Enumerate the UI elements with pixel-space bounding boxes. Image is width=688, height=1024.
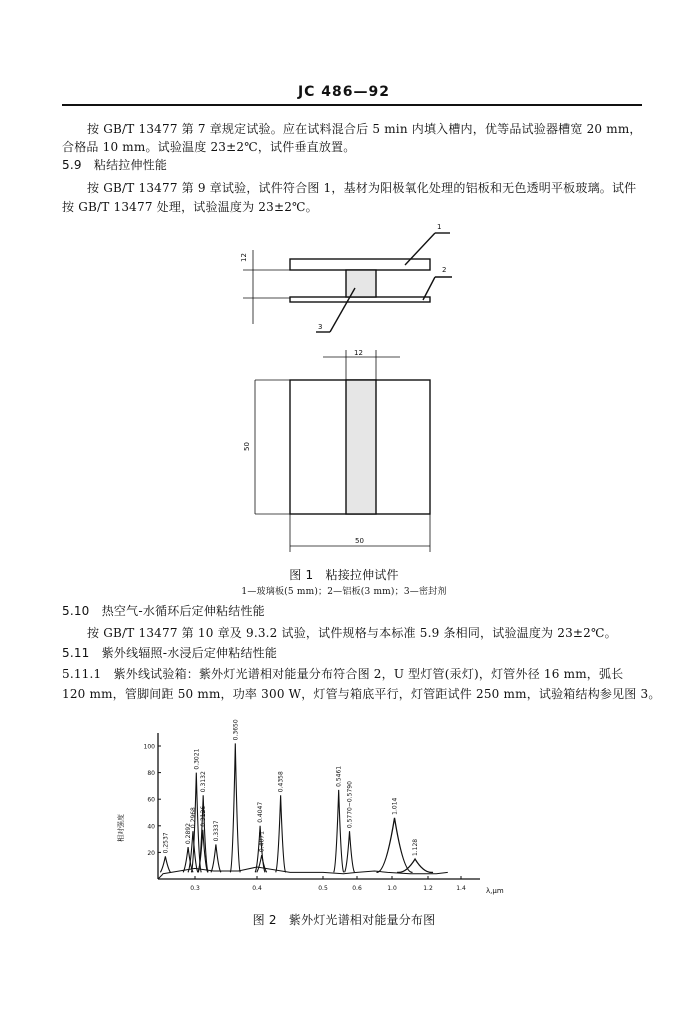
spectrum-peak — [377, 818, 413, 873]
dim-sealant-width: 12 — [354, 349, 363, 357]
figure-1-legend: 1—玻璃板(5 mm)；2—铝板(3 mm)；3—密封剂 — [241, 587, 447, 597]
peak-label: 0.3337 — [212, 820, 220, 842]
paragraph-line: 按 GB/T 13477 第 7 章规定试验。应在试料混合后 5 min 内填入槽内，优等品试验器槽宽 20 mm， — [87, 122, 642, 136]
y-tick-label: 40 — [147, 823, 155, 831]
x-tick-label: 1.4 — [456, 885, 466, 892]
peak-label: 1.128 — [412, 838, 420, 857]
peak-label: 0.2892 — [185, 823, 193, 845]
spectrum-peak — [160, 856, 170, 872]
peak-label: 0.3021 — [193, 748, 201, 770]
paragraph-line: 按 GB/T 13477 处理，试验温度为 23±2℃。 — [62, 200, 318, 214]
x-tick-label: 0.3 — [190, 885, 200, 892]
spectrum-peak — [211, 844, 221, 872]
figure-2-caption: 图 2 紫外灯光谱相对能量分布图 — [252, 913, 436, 927]
peak-label: 0.3650 — [232, 719, 240, 741]
x-tick-label: 1.0 — [387, 885, 397, 892]
x-tick-label: 0.5 — [318, 885, 328, 892]
peak-label: 1.014 — [391, 797, 399, 815]
peak-label: 0.4047 — [257, 801, 265, 823]
paragraph-line: 按 GB/T 13477 第 9 章试验，试件符合图 1，基材为阳极氧化处理的铝板和无色透明平板玻璃。试件 — [87, 181, 637, 195]
x-tick-label: 1.2 — [423, 885, 433, 892]
paragraph-line: 120 mm，管脚间距 50 mm，功率 300 W，灯管与箱底平行，灯管距试件 250 mm，试验箱结构参见图 3。 — [62, 687, 661, 701]
section-heading-5-11: 5.11 紫外线辐照-水浸后定伸粘结性能 — [62, 646, 278, 660]
paragraph-line: 5.11.1 紫外线试验箱：紫外灯光谱相对能量分布符合图 2，U 型灯管(汞灯)，灯管外径 16 mm，弧长 — [62, 667, 624, 681]
peak-label: 0.3132 — [200, 771, 208, 793]
dim-length: 50 — [355, 537, 364, 545]
y-axis-label: 相对强度 — [117, 814, 125, 842]
standard-code-header: JC 486—92 — [297, 84, 391, 100]
y-tick-label: 60 — [147, 796, 155, 804]
peak-label: 0.3126 — [199, 805, 207, 827]
section-heading-5-9: 5.9 粘结拉伸性能 — [62, 158, 168, 172]
peak-label: 0.2537 — [162, 832, 170, 854]
spectrum-peak — [397, 859, 433, 872]
paragraph-line: 按 GB/T 13477 第 10 章及 9.3.2 试验，试件规格与本标准 5.9 条相同，试验温度为 23±2℃。 — [87, 626, 617, 640]
spectrum-peak — [276, 795, 286, 872]
peak-label: 0.4358 — [277, 771, 285, 793]
peak-label: 0.2968 — [189, 807, 197, 829]
spectrum-baseline — [158, 867, 448, 879]
spectrum-peak — [334, 790, 344, 872]
callout-3: 3 — [318, 323, 323, 331]
section-heading-5-10: 5.10 热空气-水循环后定伸粘结性能 — [62, 604, 265, 618]
peak-label: 0.4071 — [258, 831, 266, 853]
paragraph-line: 合格品 10 mm。试验温度 23±2℃，试件垂直放置。 — [62, 140, 356, 154]
x-axis-label: λ,μm — [486, 887, 504, 895]
peak-label: 0.5461 — [335, 765, 343, 787]
dim-thickness: 12 — [240, 253, 248, 262]
figure-1-caption: 图 1 粘接拉伸试件 — [289, 568, 399, 582]
x-tick-label: 0.4 — [252, 885, 262, 892]
x-tick-label: 0.6 — [352, 885, 362, 892]
callout-2: 2 — [442, 266, 447, 274]
spectrum-peak — [230, 743, 240, 872]
spectrum-peak — [345, 831, 355, 872]
dim-height: 50 — [243, 442, 251, 451]
y-tick-label: 100 — [143, 743, 155, 751]
peak-label: 0.5770~0.5790 — [346, 781, 354, 829]
callout-1: 1 — [437, 223, 442, 231]
y-tick-label: 80 — [147, 770, 155, 778]
y-tick-label: 20 — [147, 849, 155, 857]
